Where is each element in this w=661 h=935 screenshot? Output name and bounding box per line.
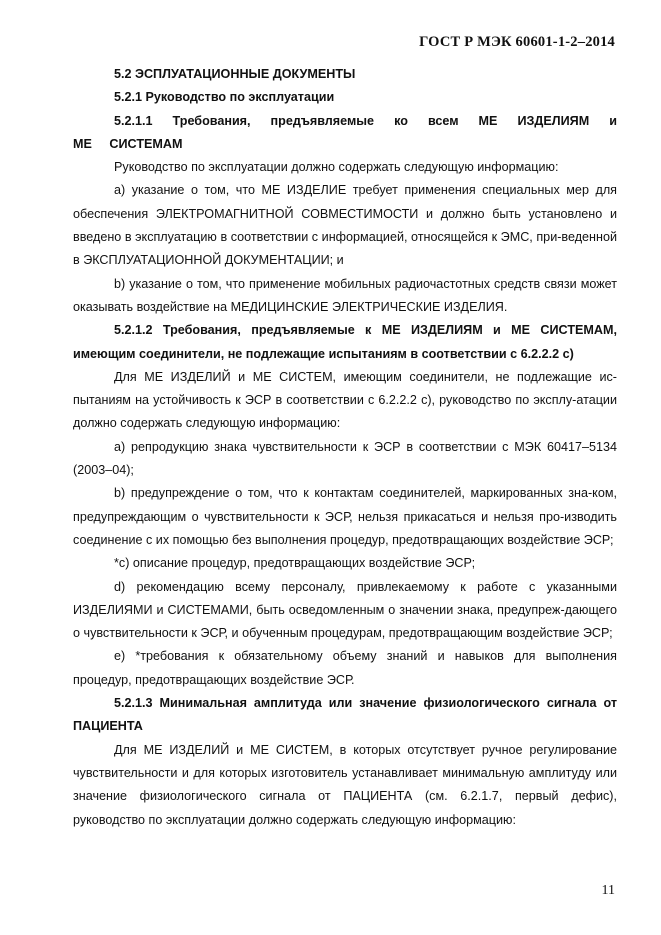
section-heading-5-2-1-3: 5.2.1.3 Минимальная амплитуда или значение физиологического сигнала от ПАЦИЕНТА xyxy=(73,696,617,734)
list-item-e-knowledge: е) *требования к обязательному объему знаний и навыков для выполнения процедур, предотвращающих воздействие ЭСР. xyxy=(73,649,617,687)
list-item-b-mobile-rf: b) указание о том, что применение мобильных радиочастотных средств связи может оказывать воздействие на МЕДИЦИНСКИЕ ЭЛЕКТРИЧЕСКИЕ ИЗДЕЛИЯ. xyxy=(73,276,617,314)
section-heading-5-2-1-1: 5.2.1.1 Требования, предъявляемые ко всем МЕ ИЗДЕЛИЯМ и МЕ СИСТЕМАМ xyxy=(73,113,617,151)
page-number: 11 xyxy=(601,883,615,898)
section-heading-5-2-1: 5.2.1 Руководство по эксплуатации xyxy=(114,90,335,105)
paragraph-connectors: Для МЕ ИЗДЕЛИЙ и МЕ СИСТЕМ, имеющим соединители, не подлежащие ис-пытаниям на устойчивость к ЭСР в соответствии с 6.2.2.2 с), руководство по эксплу-атации должно содержать следующую информацию: xyxy=(73,369,617,431)
list-item-d-personnel: d) рекомендацию всему персоналу, привлекаемому к работе с указанными ИЗДЕЛИЯМИ и СИСТЕМАМИ, быть осведомленным о значении знака, предупреж-дающего о чувствительности к ЭСР, и обученным процедурам, предотвращающим воздействие ЭСР; xyxy=(73,579,617,641)
section-heading-5-2: 5.2 ЭСПЛУАТАЦИОННЫЕ ДОКУМЕНТЫ xyxy=(114,67,356,81)
list-item-c-esd-procedures: *с) описание процедур, предотвращающих воздействие ЭСР; xyxy=(114,556,476,571)
list-item-a-emc: а) указание о том, что МЕ ИЗДЕЛИЕ требует применения специальных мер для обеспечения ЭЛЕКТРОМАГНИТНОЙ СОВМЕСТИМОСТИ и должно быть установлено и введено в эксплуатацию в соответствии с информацией, относящейся к ЭМС, при-веденной в ЭКСПЛУАТАЦИОННОЙ ДОКУМЕНТАЦИИ; и xyxy=(73,183,617,268)
page-content xyxy=(73,63,617,832)
paragraph-manual-info: Руководство по эксплуатации должно содержать следующую информацию: xyxy=(114,160,559,175)
list-item-a-esd-symbol: а) репродукцию знака чувствительности к ЭСР в соответствии с МЭК 60417–5134 (2003–04); xyxy=(73,439,617,478)
document-header: ГОСТ Р МЭК 60601-1-2–2014 xyxy=(419,34,615,50)
section-heading-5-2-1-2: 5.2.1.2 Требования, предъявляемые к МЕ ИЗДЕЛИЯМ и МЕ СИСТЕМАМ, имеющим соединители, не подлежащие испытаниям в соответствии с 6.2.2.2 с) xyxy=(73,323,617,361)
paragraph-physiological-signal: Для МЕ ИЗДЕЛИЙ и МЕ СИСТЕМ, в которых отсутствует ручное регулирование чувствительности и для которых изготовитель устанавливает минимальную амплитуду или значение физиологического сигнала от ПАЦИЕНТА (см. 6.2.1.7, первый дефис), руководство по эксплуатации должно содержать следующую информацию: xyxy=(73,742,617,827)
list-item-b-esd-warning: b) предупреждение о том, что к контактам соединителей, маркированных зна-ком, предупреждающим о чувствительности к ЭСР, нельзя прикасаться и нельзя про-изводить соединение с их помощью без выполнения процедур, предотвращающих воздействие ЭСР; xyxy=(73,486,617,547)
